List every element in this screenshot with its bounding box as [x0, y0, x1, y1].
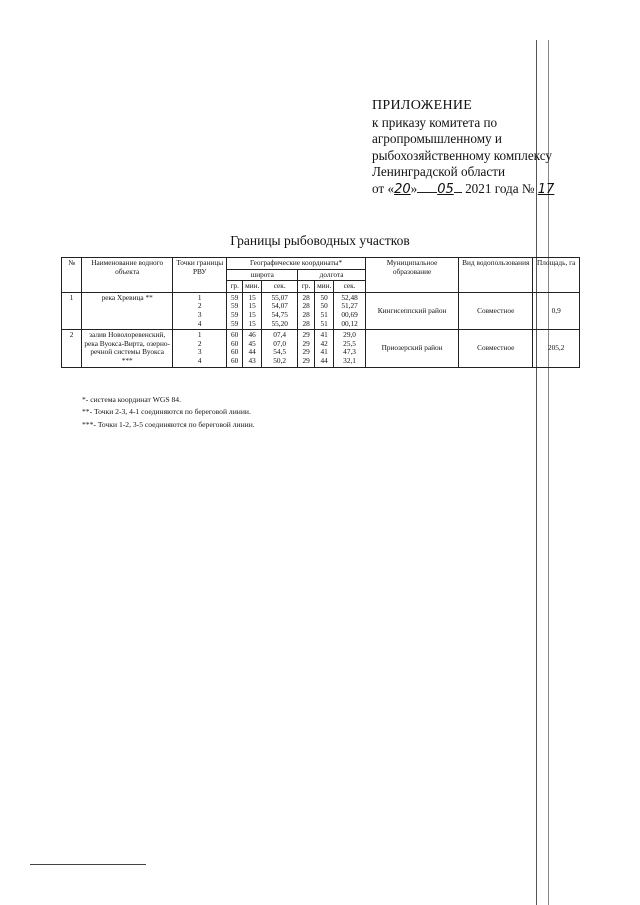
cell: 50 — [320, 292, 328, 302]
point: 1 — [197, 330, 202, 340]
cell: 59 — [231, 292, 239, 302]
cell: 60 — [231, 338, 239, 348]
cell: 51 — [320, 318, 328, 328]
cell: 42 — [320, 338, 328, 348]
col-points-header: Точки границы РВУ — [173, 258, 227, 293]
order-month: 05 — [437, 181, 454, 197]
cell: 29 — [302, 338, 310, 348]
cell: 60 — [231, 347, 239, 357]
lon-deg — [298, 292, 315, 329]
row-use: Совместное — [459, 330, 533, 367]
col-use-header: Вид водопользования — [459, 258, 533, 293]
point: 4 — [197, 318, 202, 328]
lon-min — [315, 292, 334, 329]
footnotes — [82, 394, 255, 431]
cell: 32,1 — [343, 355, 356, 365]
cell: 44 — [320, 355, 328, 365]
cell: 29 — [302, 355, 310, 365]
cell: 28 — [302, 318, 310, 328]
date-prefix: от « — [372, 180, 395, 196]
point: 2 — [197, 301, 202, 311]
appendix-line: Ленинградской области — [372, 164, 506, 180]
cell: 28 — [302, 301, 310, 311]
cell: 29 — [302, 347, 310, 357]
col-lat-deg: гр. — [227, 281, 243, 293]
cell: 54,5 — [273, 347, 287, 357]
row-name: залив Новолоревенский, река Вуокса-Вирта, озерно-речной системы Вуокса *** — [82, 330, 173, 367]
lat-sec — [262, 330, 298, 367]
lon-min — [315, 330, 334, 367]
lon-sec — [334, 330, 366, 367]
cell: 28 — [302, 292, 310, 302]
cell: 47,3 — [343, 347, 356, 357]
cell: 59 — [231, 318, 239, 328]
lat-sec — [262, 292, 298, 329]
cell: 28 — [302, 309, 310, 319]
fish-farm-boundaries-table — [61, 257, 580, 368]
order-number: 17 — [537, 181, 555, 197]
footnote: **- Точки 2-3, 4-1 соединяются по береговой линии. — [82, 407, 251, 417]
row-use: Совместное — [459, 292, 533, 329]
cell: 60 — [231, 355, 239, 365]
cell: 07,4 — [273, 330, 287, 340]
row-num: 2 — [62, 330, 82, 367]
cell: 29 — [302, 330, 310, 340]
col-lon-header: долгота — [298, 269, 366, 281]
lat-min — [243, 292, 262, 329]
point: 1 — [197, 292, 202, 302]
row-area: 0,9 — [533, 292, 580, 329]
cell: 55,07 — [271, 292, 288, 302]
cell: 41 — [320, 330, 328, 340]
point: 3 — [197, 309, 202, 319]
row-num: 1 — [62, 292, 82, 329]
col-area-header: Площадь, га — [533, 258, 580, 293]
cell: 29,0 — [343, 330, 356, 340]
cell: 15 — [248, 292, 256, 302]
row-name: река Хревица ** — [82, 292, 173, 329]
year-text: 2021 года № — [465, 180, 535, 196]
row-points — [173, 330, 227, 367]
col-coords-header: Географические координаты* — [227, 258, 366, 270]
date-mid: » — [410, 180, 418, 196]
cell: 54,07 — [271, 301, 288, 311]
cell: 60 — [231, 330, 239, 340]
footnote: ***- Точки 1-2, 3-5 соединяются по береговой линии. — [82, 419, 255, 429]
header-row — [62, 258, 580, 270]
point: 3 — [197, 347, 202, 357]
cell: 00,12 — [341, 318, 358, 328]
cell: 46 — [248, 330, 256, 340]
order-day: 20 — [394, 181, 411, 197]
cell: 50,2 — [273, 355, 287, 365]
appendix-line: к приказу комитета по — [372, 114, 498, 130]
lat-deg — [227, 330, 243, 367]
col-lon-deg: гр. — [298, 281, 315, 293]
row-points — [173, 292, 227, 329]
cell: 59 — [231, 309, 239, 319]
row-municipality: Кингисеппский район — [365, 292, 458, 329]
bottom-rule — [30, 864, 146, 865]
cell: 15 — [248, 318, 256, 328]
table-row — [62, 292, 580, 329]
row-area: 205,2 — [533, 330, 580, 367]
cell: 45 — [248, 338, 256, 348]
cell: 59 — [231, 301, 239, 311]
page-title: Границы рыбоводных участков — [230, 233, 410, 248]
lat-deg — [227, 292, 243, 329]
point: 2 — [197, 338, 202, 348]
lon-deg — [298, 330, 315, 367]
col-lon-sec: сек. — [334, 281, 366, 293]
row-municipality: Приозерский район — [365, 330, 458, 367]
col-lat-sec: сек. — [262, 281, 298, 293]
cell: 51 — [320, 309, 328, 319]
cell: 50 — [320, 301, 328, 311]
appendix-heading: ПРИЛОЖЕНИЕ — [372, 98, 473, 113]
col-num-header: № — [62, 258, 82, 293]
lon-sec — [334, 292, 366, 329]
cell: 44 — [248, 347, 256, 357]
order-date-line — [372, 181, 554, 199]
col-lon-min: мин. — [315, 281, 334, 293]
cell: 55,20 — [271, 318, 288, 328]
cell: 51,27 — [341, 301, 358, 311]
lat-min — [243, 330, 262, 367]
cell: 41 — [320, 347, 328, 357]
appendix-line: агропромышленному и — [372, 131, 502, 147]
appendix-block — [372, 98, 554, 199]
cell: 15 — [248, 309, 256, 319]
cell: 52,48 — [341, 292, 358, 302]
col-lat-min: мин. — [243, 281, 262, 293]
cell: 43 — [248, 355, 256, 365]
footnote: *- система координат WGS 84. — [82, 395, 181, 404]
cell: 00,69 — [341, 309, 358, 319]
cell: 25,5 — [343, 338, 356, 348]
col-lat-header: широта — [227, 269, 298, 281]
cell: 54,75 — [271, 309, 288, 319]
cell: 07,0 — [273, 338, 287, 348]
point: 4 — [197, 355, 202, 365]
cell: 15 — [248, 301, 256, 311]
col-name-header: Наименование водного объекта — [82, 258, 173, 293]
table-row — [62, 330, 580, 367]
col-municipality-header: Муниципальное образование — [365, 258, 458, 293]
appendix-line: рыбохозяйственному комплексу — [372, 147, 553, 163]
